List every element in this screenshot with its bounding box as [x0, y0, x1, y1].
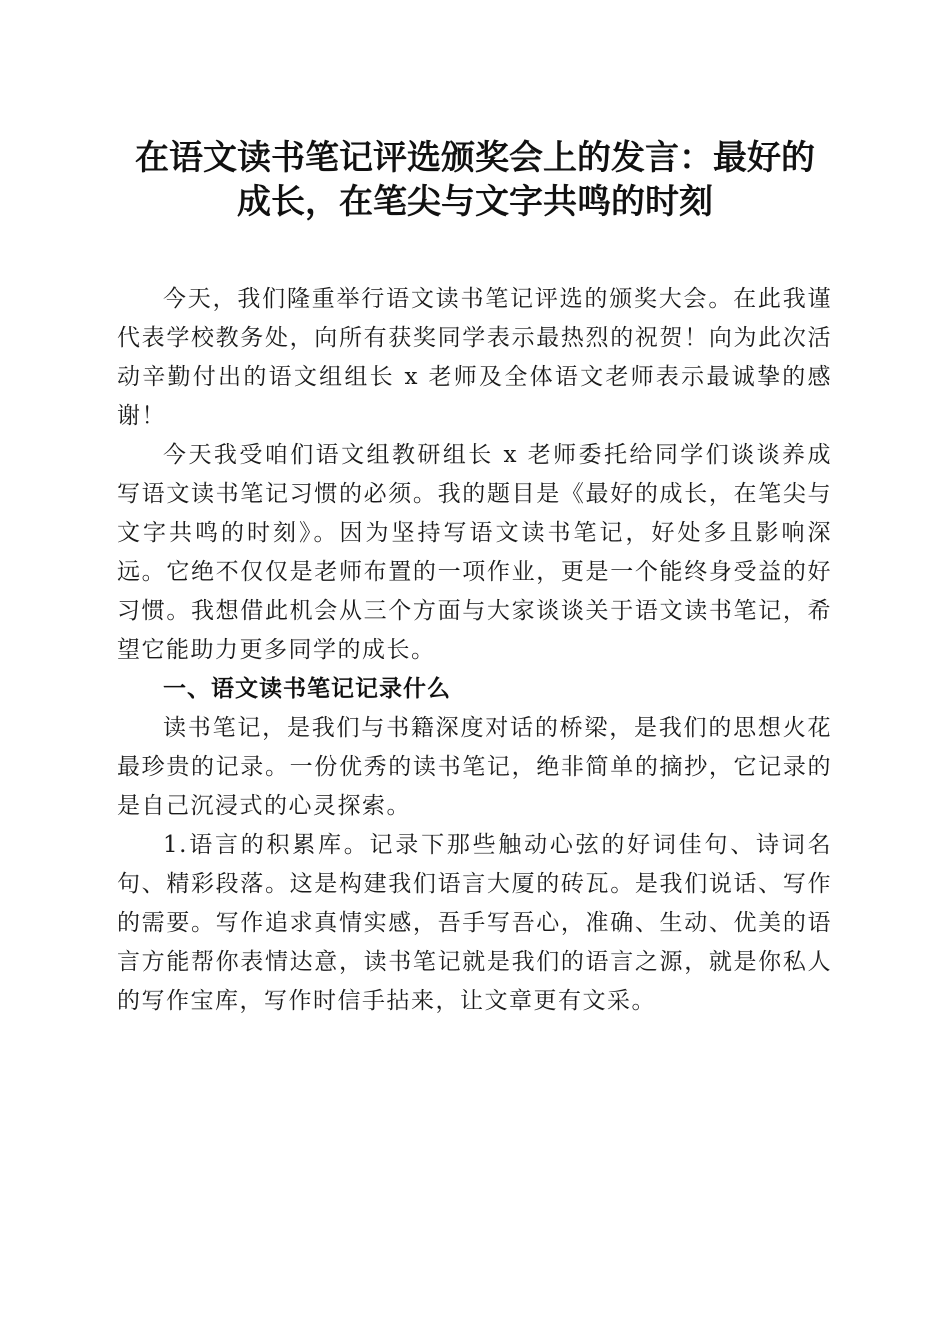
paragraph-section-intro: 读书笔记，是我们与书籍深度对话的桥梁，是我们的思想火花最珍贵的记录。一份优秀的读书笔记，绝非简单的摘抄，它记录的是自己沉浸式的心灵探索。 [117, 715, 832, 819]
paragraph-language-bank: 1.语言的积累库。记录下那些触动心弦的好词佳句、诗词名句、精彩段落。这是构建我们语言大厦的砖瓦。是我们说话、写作的需要。写作追求真情实感，吾手写吾心，准确、生动、优美的语言方能帮你表情达意，读书笔记就是我们的语言之源，就是你私人的写作宝库，写作时信手拈来，让文章更有文采。 [117, 832, 832, 1014]
paragraph-opening: 今天，我们隆重举行语文读书笔记评选的颁奖大会。在此我谨代表学校教务处，向所有获奖同学表示最热烈的祝贺！向为此次活动辛勤付出的语文组组长 x 老师及全体语文老师表示最诚挚的感谢！ [117, 286, 832, 429]
paragraph-topic: 今天我受咱们语文组教研组长 x 老师委托给同学们谈谈养成写语文读书笔记习惯的必须。我的题目是《最好的成长，在笔尖与文字共鸣的时刻》。因为坚持写语文读书笔记，好处多且影响深远。它绝不仅仅是老师布置的一项作业，更是一个能终身受益的好习惯。我想借此机会从三个方面与大家谈谈关于语文读书笔记，希望它能助力更多同学的成长。 [117, 442, 832, 663]
title-line-2: 成长，在笔尖与文字共鸣的时刻 [237, 182, 713, 222]
document-title [100, 136, 850, 224]
document-body [117, 280, 832, 1021]
title-line-1: 在语文读书笔记评选颁奖会上的发言：最好的 [135, 138, 815, 178]
section-heading: 一、语文读书笔记记录什么 [163, 676, 451, 702]
